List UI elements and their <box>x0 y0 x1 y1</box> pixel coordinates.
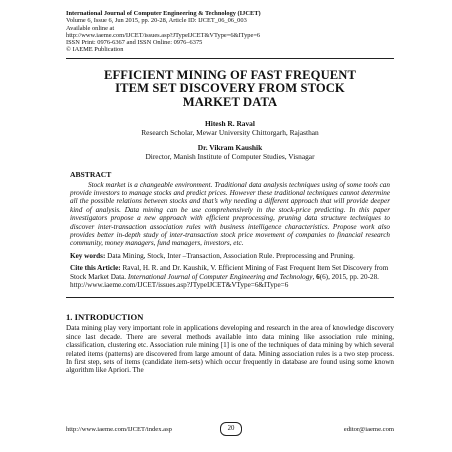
keywords-text: Data Mining, Stock, Inter –Transaction, Association Rule. Preprocessing and Pruning. <box>107 251 355 260</box>
citation-volume: 6 <box>316 272 320 281</box>
citation-sep: , <box>312 272 317 281</box>
citation-issue: (6), 2015, pp. 20-28. <box>319 272 379 281</box>
citation-url[interactable]: http://www.iaeme.com/IJCET/issues.asp?JTypeIJCET&VType=6&IType=6 <box>70 281 289 290</box>
author-1 <box>66 119 394 137</box>
page-number: 20 <box>220 422 242 436</box>
page-footer <box>66 424 394 436</box>
paper-page <box>66 10 394 375</box>
abstract-divider <box>66 297 394 298</box>
author-name: Hitesh R. Raval <box>205 118 255 128</box>
title-line-1: EFFICIENT MINING OF FAST FREQUENT <box>104 67 356 82</box>
journal-url[interactable]: http://www.iaeme.com/IJCET/issues.asp?JTypeIJCET&VType=6&IType=6 <box>66 31 261 39</box>
author-affiliation: Director, Manish Institute of Computer Studies, Visnagar <box>145 151 315 161</box>
volume-info: Volume 6, Issue 6, Jun 2015, pp. 20-28, Article ID: IJCET_06_06_003 <box>66 17 247 25</box>
title-line-3: MARKET DATA <box>182 94 278 109</box>
abstract-text: Stock market is a changeable environment. Traditional data analysis techniques using of some tools can provide investors to manage stocks and predict prices. However these traditional techniques cannot determine all the possible relations between stocks and that’s why needing a different approach that will provide deeper kind of analysis. Data mining can be use comprehensively in the stock-price predicting. In this paper investigators propose a new approach with efficient preprocessing, pruning data structure techniques to discover inter-transaction association rules with business intelligence characteristics. Propose work also provides better in-depth study of inter-transaction stock price movement of companies to financial research community, money managers, fund managers, investors, etc. <box>70 180 390 248</box>
keywords-label: Key words: <box>70 251 106 260</box>
footer-email[interactable]: editor@iaeme.com <box>343 426 394 433</box>
citation <box>66 264 394 289</box>
author-name: Dr. Vikram Kaushik <box>197 142 263 152</box>
citation-journal: International Journal of Computer Engineering and Technology <box>127 272 313 281</box>
citation-text: Raval, H. R. and Dr. Kaushik, V. Efficient Mining of Fast Frequent Item Set Discovery from Stock Market Data. <box>70 264 389 281</box>
issn-info: ISSN Print: 0976-6367 and ISSN Online: 0976–6375 <box>66 39 203 47</box>
keywords <box>66 252 394 260</box>
header-divider <box>66 58 394 59</box>
copyright: © IAEME Publication <box>66 46 124 54</box>
author-2 <box>66 143 394 161</box>
paper-title <box>66 69 394 110</box>
journal-title: International Journal of Computer Engineering & Technology (IJCET) <box>66 10 261 17</box>
intro-text: Data mining play very important role in applications developing and research in the area of knowledge discovery since last decade. There are several methods available into data mining like association rule mining, classification, clustering etc. Association rule mining [1] is one of the techniques of data mining by which several related items (patterns) are discovered from large amount of data. Mining association rules is a two step process. In first step, sets of items (candidate item-sets) which occur frequently in database are found using some known algorithm like Apriori. The <box>66 324 394 375</box>
journal-header <box>66 10 394 54</box>
citation-label: Cite this Article: <box>70 264 121 273</box>
section-heading: 1. INTRODUCTION <box>66 312 144 323</box>
title-line-2: ITEM SET DISCOVERY FROM STOCK <box>115 81 345 96</box>
author-affiliation: Research Scholar, Mewar University Chittorgarh, Rajasthan <box>141 127 319 137</box>
available-online: Available online at <box>66 24 115 32</box>
abstract-heading: ABSTRACT <box>70 169 112 179</box>
footer-url[interactable]: http://www.iaeme.com/IJCET/index.asp <box>66 426 172 433</box>
